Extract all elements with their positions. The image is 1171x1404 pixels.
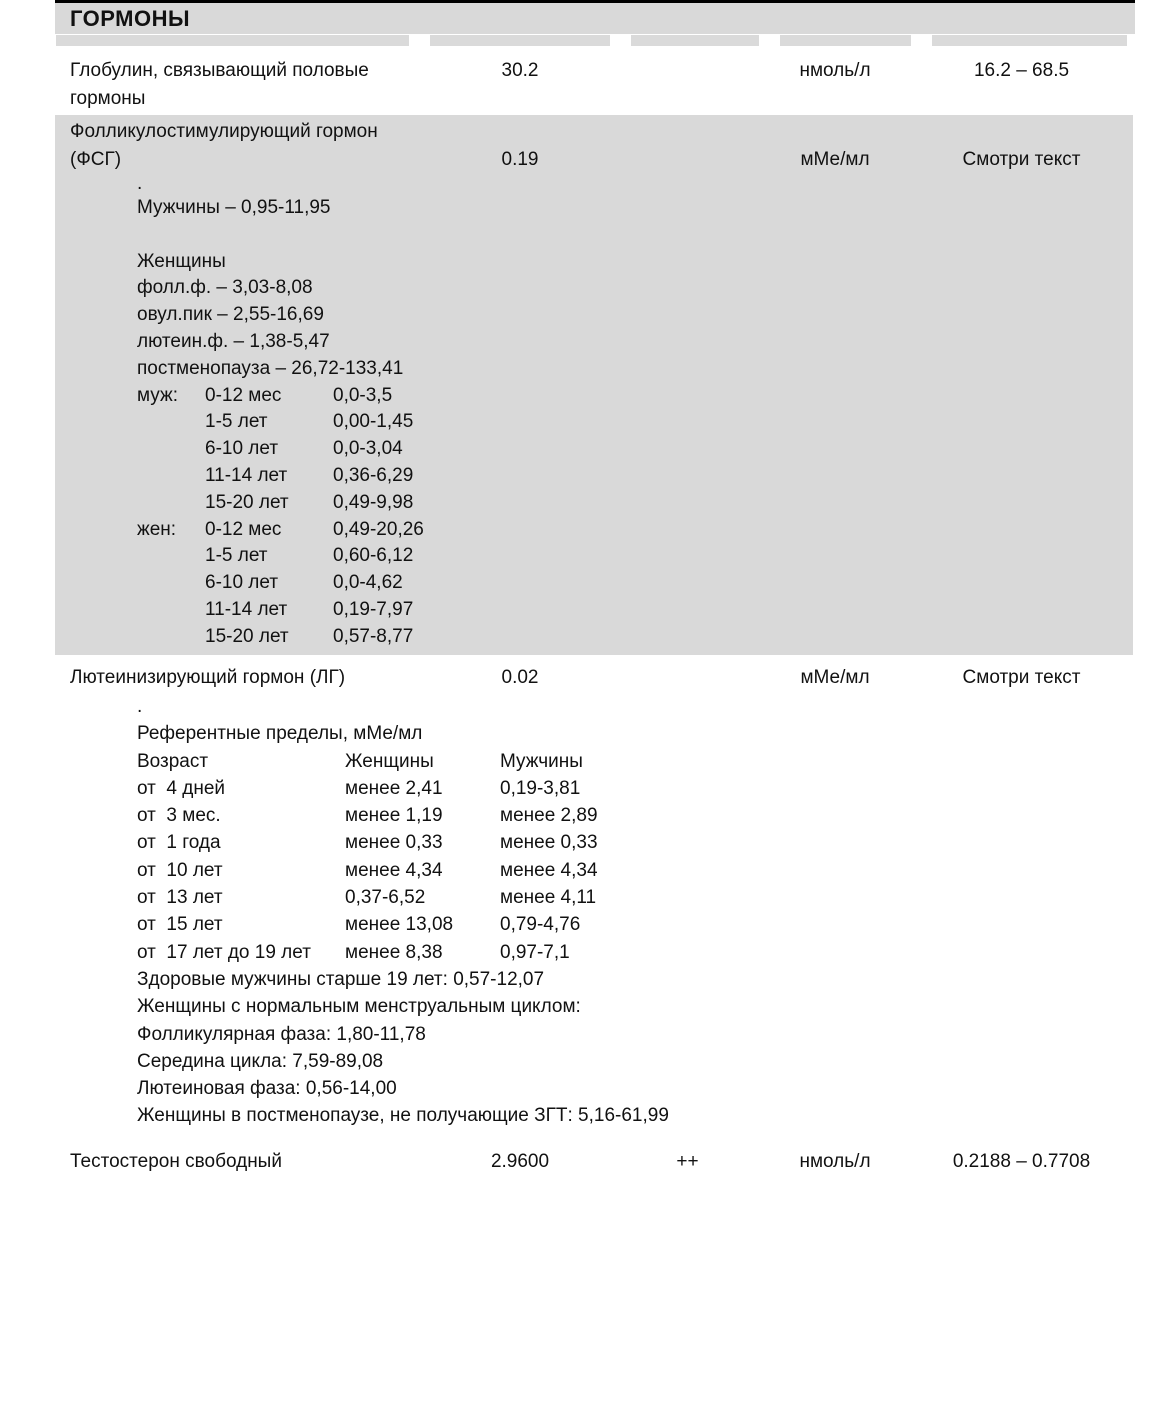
column-header-women: Женщины	[345, 750, 434, 772]
reference-line: овул.пик – 2,55-16,69	[137, 304, 324, 326]
women-cell: менее 0,33	[345, 832, 443, 854]
age-cell: от 1 года	[137, 832, 221, 854]
lh-table-row	[137, 939, 1037, 966]
analyte-flag: ++	[676, 1151, 699, 1172]
analyte-result: 0.19	[501, 148, 539, 170]
age-range: 0-12 мес	[205, 518, 282, 540]
reference-line: Здоровые мужчины старше 19 лет: 0,57-12,07	[137, 968, 545, 990]
sex-label: муж:	[137, 384, 178, 406]
value-range: 0,0-3,5	[333, 384, 393, 406]
analyte-unit: мМе/мл	[800, 667, 870, 688]
reference-line: Женщины в постменопаузе, не получающие ЗГТ: 5,16-61,99	[137, 1105, 669, 1127]
table-header-cell	[430, 35, 610, 46]
value-range: 0,57-8,77	[333, 625, 414, 647]
men-cell: 0,97-7,1	[500, 941, 570, 963]
analyte-result: 0.02	[501, 667, 539, 688]
table-header-cell	[932, 35, 1127, 46]
sex-label	[137, 624, 205, 651]
analyte-result: 30.2	[501, 60, 539, 81]
lh-table-row	[137, 857, 1037, 884]
value-range: 0,0-4,62	[333, 572, 403, 594]
reference-line: Женщины с нормальным менструальным циклом:	[137, 996, 581, 1018]
sex-label	[137, 597, 205, 624]
analyte-reference: 0.2188 – 0.7708	[952, 1151, 1091, 1172]
men-cell: менее 0,33	[500, 832, 598, 854]
lh-reference-text	[137, 693, 1037, 1130]
value-range: 0,00-1,45	[333, 411, 414, 433]
table-header-row	[56, 35, 1127, 46]
sex-label	[137, 436, 205, 463]
women-cell: менее 2,41	[345, 777, 443, 799]
reference-line: Середина цикла: 7,59-89,08	[137, 1050, 384, 1072]
fsh-age-row	[137, 570, 1133, 597]
analyte-unit: нмоль/л	[799, 1151, 871, 1172]
age-range: 1-5 лет	[205, 545, 268, 567]
fsh-age-row	[137, 436, 1133, 463]
reference-title: Референтные пределы, мМе/мл	[137, 723, 423, 745]
sex-label	[137, 463, 205, 490]
analyte-name: Тестостерон свободный	[70, 1151, 282, 1172]
sex-label	[137, 543, 205, 570]
analyte-flag	[615, 664, 760, 692]
lh-table-header	[137, 748, 1037, 775]
sex-label	[137, 409, 205, 436]
women-cell: 0,37-6,52	[345, 887, 426, 909]
analyte-name-line1: Фолликулостимулирующий гормон	[70, 121, 378, 142]
column-header-age: Возраст	[137, 750, 209, 772]
fsh-reference-text	[137, 195, 1133, 655]
blank-line	[137, 222, 1133, 249]
value-range: 0,36-6,29	[333, 464, 414, 486]
analyte-unit: нмоль/л	[799, 60, 871, 81]
analyte-row-lh	[55, 664, 1133, 692]
age-range: 11-14 лет	[205, 598, 288, 620]
fsh-age-row	[137, 624, 1133, 651]
analyte-row-shbg	[55, 57, 1133, 112]
reference-line: Мужчины – 0,95-11,95	[137, 197, 331, 218]
sex-label	[137, 570, 205, 597]
analyte-row-fsh	[55, 118, 1133, 173]
section-title: ГОРМОНЫ	[70, 6, 191, 31]
analyte-reference: Смотри текст	[962, 667, 1081, 688]
age-range: 11-14 лет	[205, 464, 288, 486]
men-cell: 0,19-3,81	[500, 777, 581, 799]
analyte-name-line2: (ФСГ)	[70, 148, 122, 170]
analyte-name: Лютеинизирующий гормон (ЛГ)	[70, 667, 346, 688]
value-range: 0,49-9,98	[333, 491, 414, 513]
analyte-flag	[615, 57, 760, 112]
reference-line: фолл.ф. – 3,03-8,08	[137, 277, 313, 299]
analyte-row-free-testosterone	[55, 1148, 1133, 1176]
men-cell: менее 4,34	[500, 859, 598, 881]
fsh-age-row	[137, 490, 1133, 517]
women-cell: менее 13,08	[345, 914, 454, 936]
fsh-age-row	[137, 517, 1133, 544]
value-range: 0,19-7,97	[333, 598, 414, 620]
age-cell: от 13 лет	[137, 887, 223, 909]
lh-table-row	[137, 829, 1037, 856]
fsh-age-row	[137, 383, 1133, 410]
column-header-men: Мужчины	[500, 750, 583, 772]
table-header-cell	[780, 35, 911, 46]
analyte-name	[55, 118, 425, 173]
analyte-unit: мМе/мл	[800, 148, 870, 170]
lh-table-row	[137, 775, 1037, 802]
analyte-name-line2: гормоны	[70, 87, 146, 109]
fsh-age-row	[137, 463, 1133, 490]
fsh-age-row	[137, 597, 1133, 624]
analyte-reference: 16.2 – 68.5	[973, 60, 1070, 81]
lh-table-row	[137, 911, 1037, 938]
age-cell: от 17 лет до 19 лет	[137, 941, 311, 963]
reference-line: постменопауза – 26,72-133,41	[137, 357, 404, 379]
table-header-cell	[56, 35, 409, 46]
reference-line: Лютеиновая фаза: 0,56-14,00	[137, 1078, 397, 1100]
lh-table-row	[137, 802, 1037, 829]
value-range: 0,0-3,04	[333, 438, 403, 460]
fsh-age-row	[137, 543, 1133, 570]
women-cell: менее 1,19	[345, 805, 443, 827]
age-range: 15-20 лет	[205, 625, 289, 647]
analyte-name-line1: Глобулин, связывающий половые	[70, 60, 369, 81]
sex-label	[137, 490, 205, 517]
age-cell: от 10 лет	[137, 859, 223, 881]
reference-line: Женщины	[137, 250, 226, 272]
analyte-name	[55, 57, 425, 112]
age-cell: от 15 лет	[137, 914, 223, 936]
age-range: 15-20 лет	[205, 491, 289, 513]
age-range: 6-10 лет	[205, 572, 279, 594]
value-range: 0,49-20,26	[333, 518, 424, 540]
reference-line: лютеин.ф. – 1,38-5,47	[137, 330, 330, 352]
men-cell: менее 4,11	[500, 887, 597, 909]
age-range: 6-10 лет	[205, 438, 279, 460]
dot-line: .	[137, 173, 143, 194]
age-range: 0-12 мес	[205, 384, 282, 406]
value-range: 0,60-6,12	[333, 545, 414, 567]
dot-line: .	[137, 696, 143, 717]
lh-table-row	[137, 884, 1037, 911]
men-cell: менее 2,89	[500, 805, 598, 827]
men-cell: 0,79-4,76	[500, 914, 581, 936]
age-cell: от 4 дней	[137, 777, 226, 799]
sex-label: жен:	[137, 518, 177, 540]
table-header-cell	[631, 35, 759, 46]
section-header	[55, 3, 1135, 34]
age-cell: от 3 мес.	[137, 805, 221, 827]
analyte-result: 2.9600	[490, 1151, 550, 1172]
fsh-age-row	[137, 409, 1133, 436]
age-range: 1-5 лет	[205, 411, 268, 433]
women-cell: менее 4,34	[345, 859, 443, 881]
analyte-reference: Смотри текст	[962, 148, 1081, 170]
analyte-block-fsh	[55, 115, 1133, 655]
reference-line: Фолликулярная фаза: 1,80-11,78	[137, 1023, 426, 1045]
women-cell: менее 8,38	[345, 941, 443, 963]
